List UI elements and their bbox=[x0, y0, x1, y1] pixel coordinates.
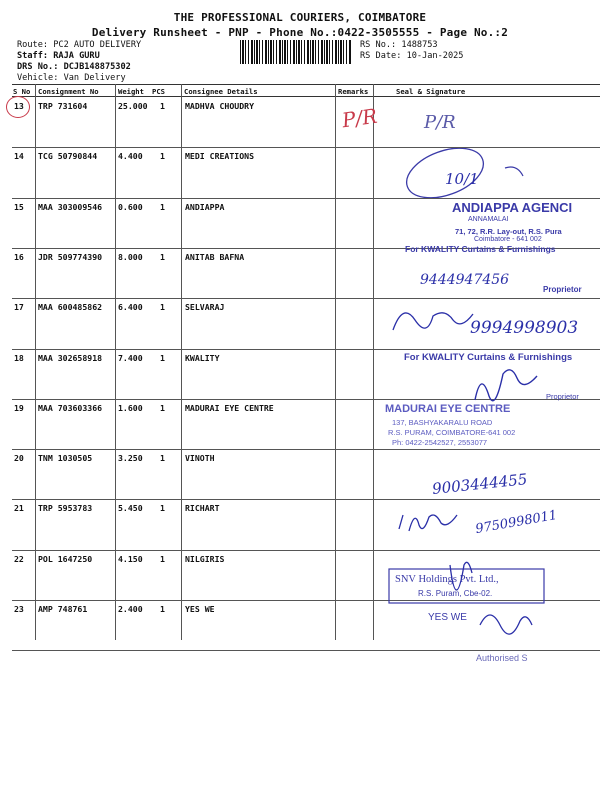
row-consignment: TRP 5953783 bbox=[38, 503, 93, 514]
row-sno: 16 bbox=[14, 251, 24, 262]
stamp-snv-line2: R.S. Puram, Cbe-02. bbox=[418, 589, 493, 598]
stamp-authorised: Authorised S bbox=[476, 653, 528, 663]
row-consignment: TRP 731604 bbox=[38, 101, 88, 111]
row-weight: 6.400 bbox=[118, 302, 143, 313]
row-consignment: MAA 703603366 bbox=[38, 402, 103, 413]
row-weight: 0.600 bbox=[118, 201, 143, 212]
row-sno: 21 bbox=[14, 503, 24, 514]
remark-pr: P/R bbox=[340, 103, 379, 133]
seal-pr: P/R bbox=[424, 112, 456, 133]
signature-scribble-r17 bbox=[383, 300, 483, 340]
col-divider bbox=[115, 84, 116, 640]
row-consignee: MEDI CREATIONS bbox=[185, 151, 255, 162]
phone-r16: 9444947456 bbox=[420, 272, 510, 288]
row-sno: 15 bbox=[14, 201, 24, 212]
row-consignment: AMP 748761 bbox=[38, 604, 88, 614]
row-sno: 18 bbox=[14, 352, 24, 363]
row-sno: 20 bbox=[14, 453, 24, 464]
row-consignment: TCG 50790844 bbox=[38, 151, 98, 162]
row-pcs: 1 bbox=[160, 402, 165, 413]
row-consignment: POL 1647250 bbox=[38, 553, 93, 564]
barcode bbox=[240, 40, 352, 64]
stamp-madurai-line2: 137, BASHYAKARALU ROAD bbox=[392, 418, 493, 427]
phone-r17: 9994998903 bbox=[470, 318, 579, 338]
row-sno: 22 bbox=[14, 553, 24, 564]
row-sno: 19 bbox=[14, 402, 24, 413]
drs-label: DRS No.: DCJB148875302 bbox=[17, 62, 131, 72]
stamp-madurai: MADURAI EYE CENTRE bbox=[385, 403, 511, 415]
row-weight: 5.450 bbox=[118, 503, 143, 514]
row-consignment: MAA 303009546 bbox=[38, 201, 103, 212]
row-rule bbox=[12, 499, 600, 500]
row-sno: 17 bbox=[14, 302, 24, 313]
row-pcs: 1 bbox=[160, 453, 165, 464]
row-consignee: ANITAB BAFNA bbox=[185, 251, 245, 262]
row-pcs: 1 bbox=[160, 604, 165, 614]
col-header-consignee: Consignee Details bbox=[184, 87, 258, 96]
col-header-pcs: PCS bbox=[152, 87, 165, 96]
staff-label: Staff: RAJA GURU bbox=[17, 51, 100, 61]
row-consignee: NILGIRIS bbox=[185, 553, 225, 564]
row-weight: 7.400 bbox=[118, 352, 143, 363]
phone-r20: 9003444455 bbox=[431, 470, 529, 498]
ink-circle-mark bbox=[6, 96, 30, 118]
row-weight: 2.400 bbox=[118, 604, 143, 614]
col-divider bbox=[181, 84, 182, 640]
stamp-proprietor-2: Proprietor bbox=[546, 392, 579, 401]
row-consignment: MAA 302658918 bbox=[38, 352, 103, 363]
row-rule bbox=[12, 349, 600, 350]
signature-scribble-r18 bbox=[455, 362, 545, 402]
row-pcs: 1 bbox=[160, 251, 165, 262]
row-sno: 13 bbox=[14, 101, 24, 111]
row-pcs: 1 bbox=[160, 302, 165, 313]
phone-r21: 9750998011 bbox=[474, 507, 559, 538]
stamp-andiappa-line4: Coimbatore - 641 002 bbox=[474, 236, 542, 243]
col-divider bbox=[35, 84, 36, 640]
row-weight: 1.600 bbox=[118, 402, 143, 413]
col-header-remarks: Remarks bbox=[338, 87, 369, 96]
row-consignee: RICHART bbox=[185, 503, 220, 514]
row-consignment: JDR 509774390 bbox=[38, 251, 103, 262]
row-rule bbox=[12, 449, 600, 450]
row-pcs: 1 bbox=[160, 201, 165, 212]
row-rule bbox=[12, 298, 600, 299]
stamp-andiappa-line2: ANNAMALAI bbox=[468, 216, 509, 223]
row-pcs: 1 bbox=[160, 352, 165, 363]
row-consignee: MADURAI EYE CENTRE bbox=[185, 402, 274, 413]
row-rule bbox=[12, 650, 600, 651]
row-pcs: 1 bbox=[160, 503, 165, 514]
col-divider bbox=[335, 84, 336, 640]
col-divider bbox=[373, 84, 374, 640]
stamp-andiappa: ANDIAPPA AGENCI bbox=[452, 200, 573, 215]
row-weight: 4.150 bbox=[118, 553, 143, 564]
vehicle-label: Vehicle: Van Delivery bbox=[17, 73, 126, 83]
stamp-kwality-1: For KWALITY Curtains & Furnishings bbox=[405, 244, 556, 254]
route-label: Route: PC2 AUTO DELIVERY bbox=[17, 40, 142, 50]
row-consignee: VINOTH bbox=[185, 453, 215, 464]
row-pcs: 1 bbox=[160, 151, 165, 162]
page-subtitle: Delivery Runsheet - PNP - Phone No.:0422-3505555 - Page No.:2 bbox=[91, 26, 509, 39]
signature-scribble-r21 bbox=[395, 505, 475, 535]
row-weight: 25.000 bbox=[118, 101, 148, 111]
row-rule bbox=[12, 550, 600, 551]
rs-number: RS No.: 1488753 bbox=[360, 40, 438, 50]
table-header-rule bbox=[12, 96, 600, 97]
row-consignee: YES WE bbox=[185, 604, 215, 614]
rs-date: RS Date: 10-Jan-2025 bbox=[360, 51, 464, 61]
row-weight: 3.250 bbox=[118, 453, 143, 464]
row-weight: 8.000 bbox=[118, 251, 143, 262]
page-title: THE PROFESSIONAL COURIERS, COIMBATORE bbox=[173, 11, 427, 24]
row-pcs: 1 bbox=[160, 101, 165, 111]
col-header-consignment: Consignment No bbox=[38, 87, 99, 96]
row-consignment: MAA 600485862 bbox=[38, 302, 103, 313]
stamp-snv: SNV Holdings Pvt. Ltd., bbox=[395, 574, 499, 585]
col-header-weight: Weight bbox=[118, 87, 144, 96]
row-consignee: MADHVA CHOUDRY bbox=[185, 101, 255, 111]
table-top-rule bbox=[12, 84, 600, 85]
row-consignee: ANDIAPPA bbox=[185, 201, 225, 212]
row-consignee: SELVARAJ bbox=[185, 302, 225, 313]
col-header-sno: S No bbox=[13, 87, 31, 96]
row-weight: 4.400 bbox=[118, 151, 143, 162]
row-consignment: TNM 1030505 bbox=[38, 453, 93, 464]
row-sno: 23 bbox=[14, 604, 24, 614]
col-header-seal: Seal & Signature bbox=[396, 87, 466, 96]
stamp-madurai-line3: R.S. PURAM, COIMBATORE-641 002 bbox=[388, 428, 516, 437]
signature-scribble-r22 bbox=[440, 555, 540, 645]
stamp-andiappa-line3: 71, 72, R.R. Lay-out, R.S. Pura bbox=[455, 227, 562, 236]
stamp-kwality-2: For KWALITY Curtains & Furnishings bbox=[404, 352, 573, 363]
row-pcs: 1 bbox=[160, 553, 165, 564]
stamp-madurai-line4: Ph: 0422-2542527, 2553077 bbox=[392, 438, 488, 447]
seal-date: 10/1 bbox=[445, 170, 479, 188]
stamp-yes-we: YES WE bbox=[428, 612, 467, 623]
row-sno: 14 bbox=[14, 151, 24, 162]
row-consignee: KWALITY bbox=[185, 352, 220, 363]
stamp-proprietor-1: Proprietor bbox=[543, 285, 582, 294]
